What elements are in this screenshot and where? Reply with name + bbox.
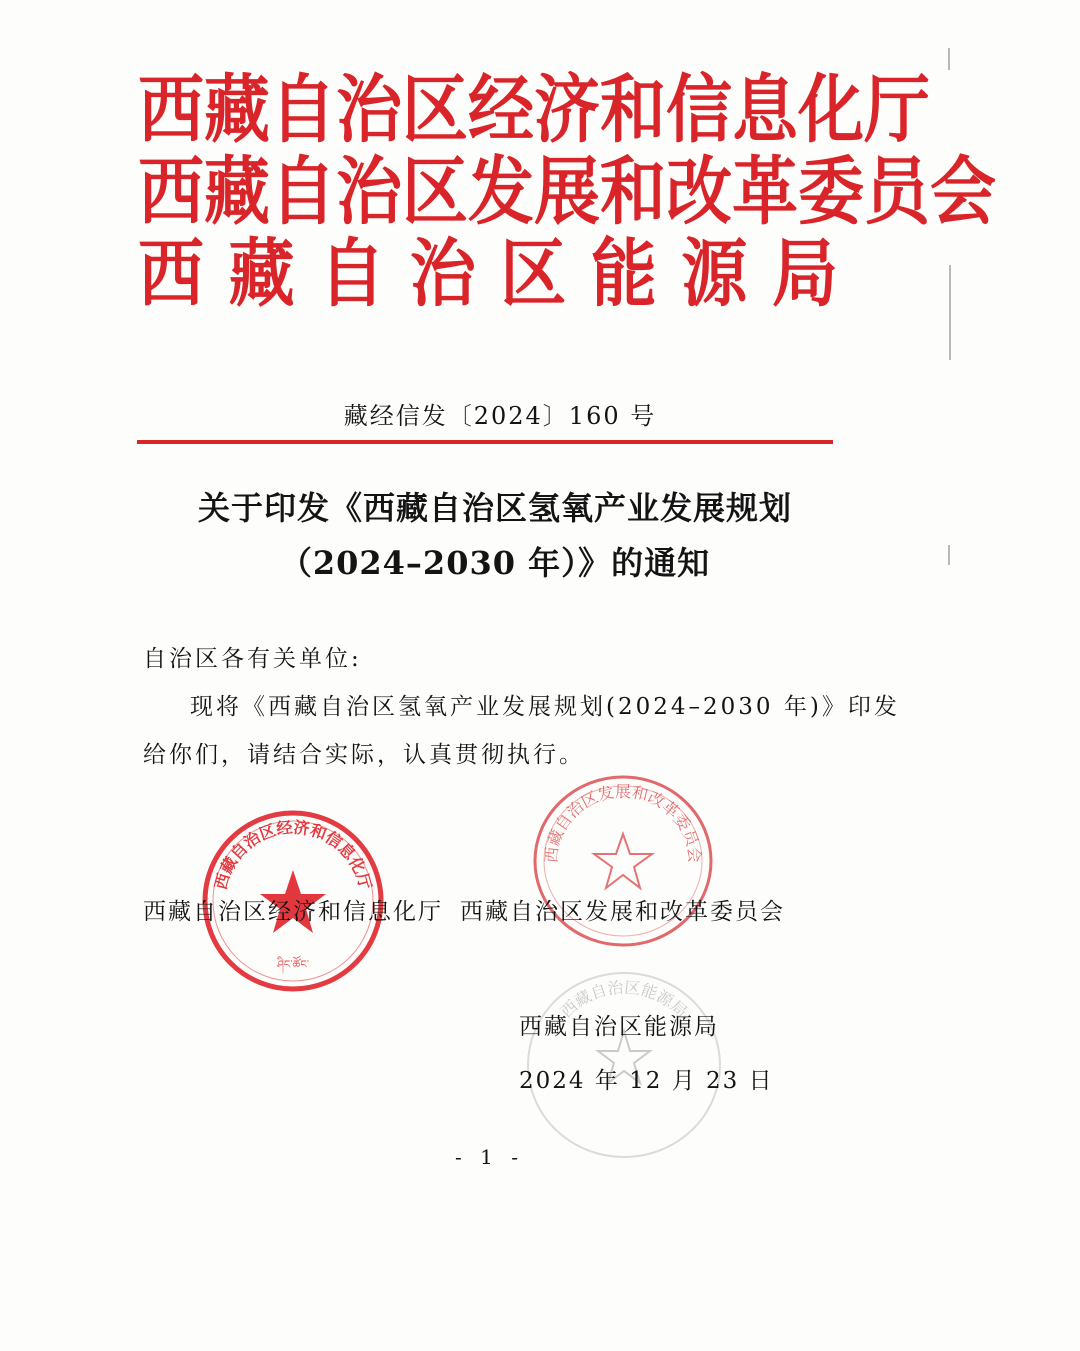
document-title-line-2: （2024–2030 年）》的通知	[279, 544, 711, 582]
document-number: 藏经信发〔2024〕160 号	[343, 402, 657, 430]
issuer-header-line-2: 西 藏 自 治 区 发 展 和 改 革 委 员 会	[138, 147, 996, 235]
issuer-header-line-3: 西 藏 自 治 区 能 源 局	[138, 229, 838, 317]
red-separator-rule	[137, 440, 833, 444]
issuer-header-line-1: 西 藏 自 治 区 经 济 和 信 息 化 厅	[138, 65, 930, 153]
seal1-text: 西藏自治区经济和信息化厅	[210, 817, 376, 892]
issue-date: 2024 年 12 月 23 日	[519, 1068, 774, 1094]
body-paragraph-line-2: 给你们，请结合实际，认真贯彻执行。	[143, 742, 585, 768]
seal2-star-icon	[594, 834, 652, 888]
scan-edge-mark	[949, 265, 951, 360]
signature-issuer-3: 西藏自治区能源局	[519, 1014, 719, 1040]
salutation: 自治区各有关单位:	[143, 646, 362, 672]
signature-issuer-2: 西藏自治区发展和改革委员会	[460, 899, 785, 925]
signature-issuer-1: 西藏自治区经济和信息化厅	[143, 899, 443, 925]
seal2-text: 西藏自治区发展和改革委员会	[541, 782, 705, 864]
svg-text:西藏自治区发展和改革委员会	[542, 782, 705, 864]
svg-text:ཤིང་ཚོང་: ཤིང་ཚོང་	[276, 958, 310, 971]
document-title-line-1: 关于印发《西藏自治区氢氧产业发展规划	[197, 489, 792, 527]
scan-edge-mark	[948, 48, 950, 70]
page-number: - 1 -	[455, 1145, 524, 1169]
body-paragraph-line-1: 现将《西藏自治区氢氧产业发展规划(2024–2030 年)》印发	[190, 694, 900, 720]
seal3-text: 西藏自治区能源局	[556, 977, 692, 1022]
